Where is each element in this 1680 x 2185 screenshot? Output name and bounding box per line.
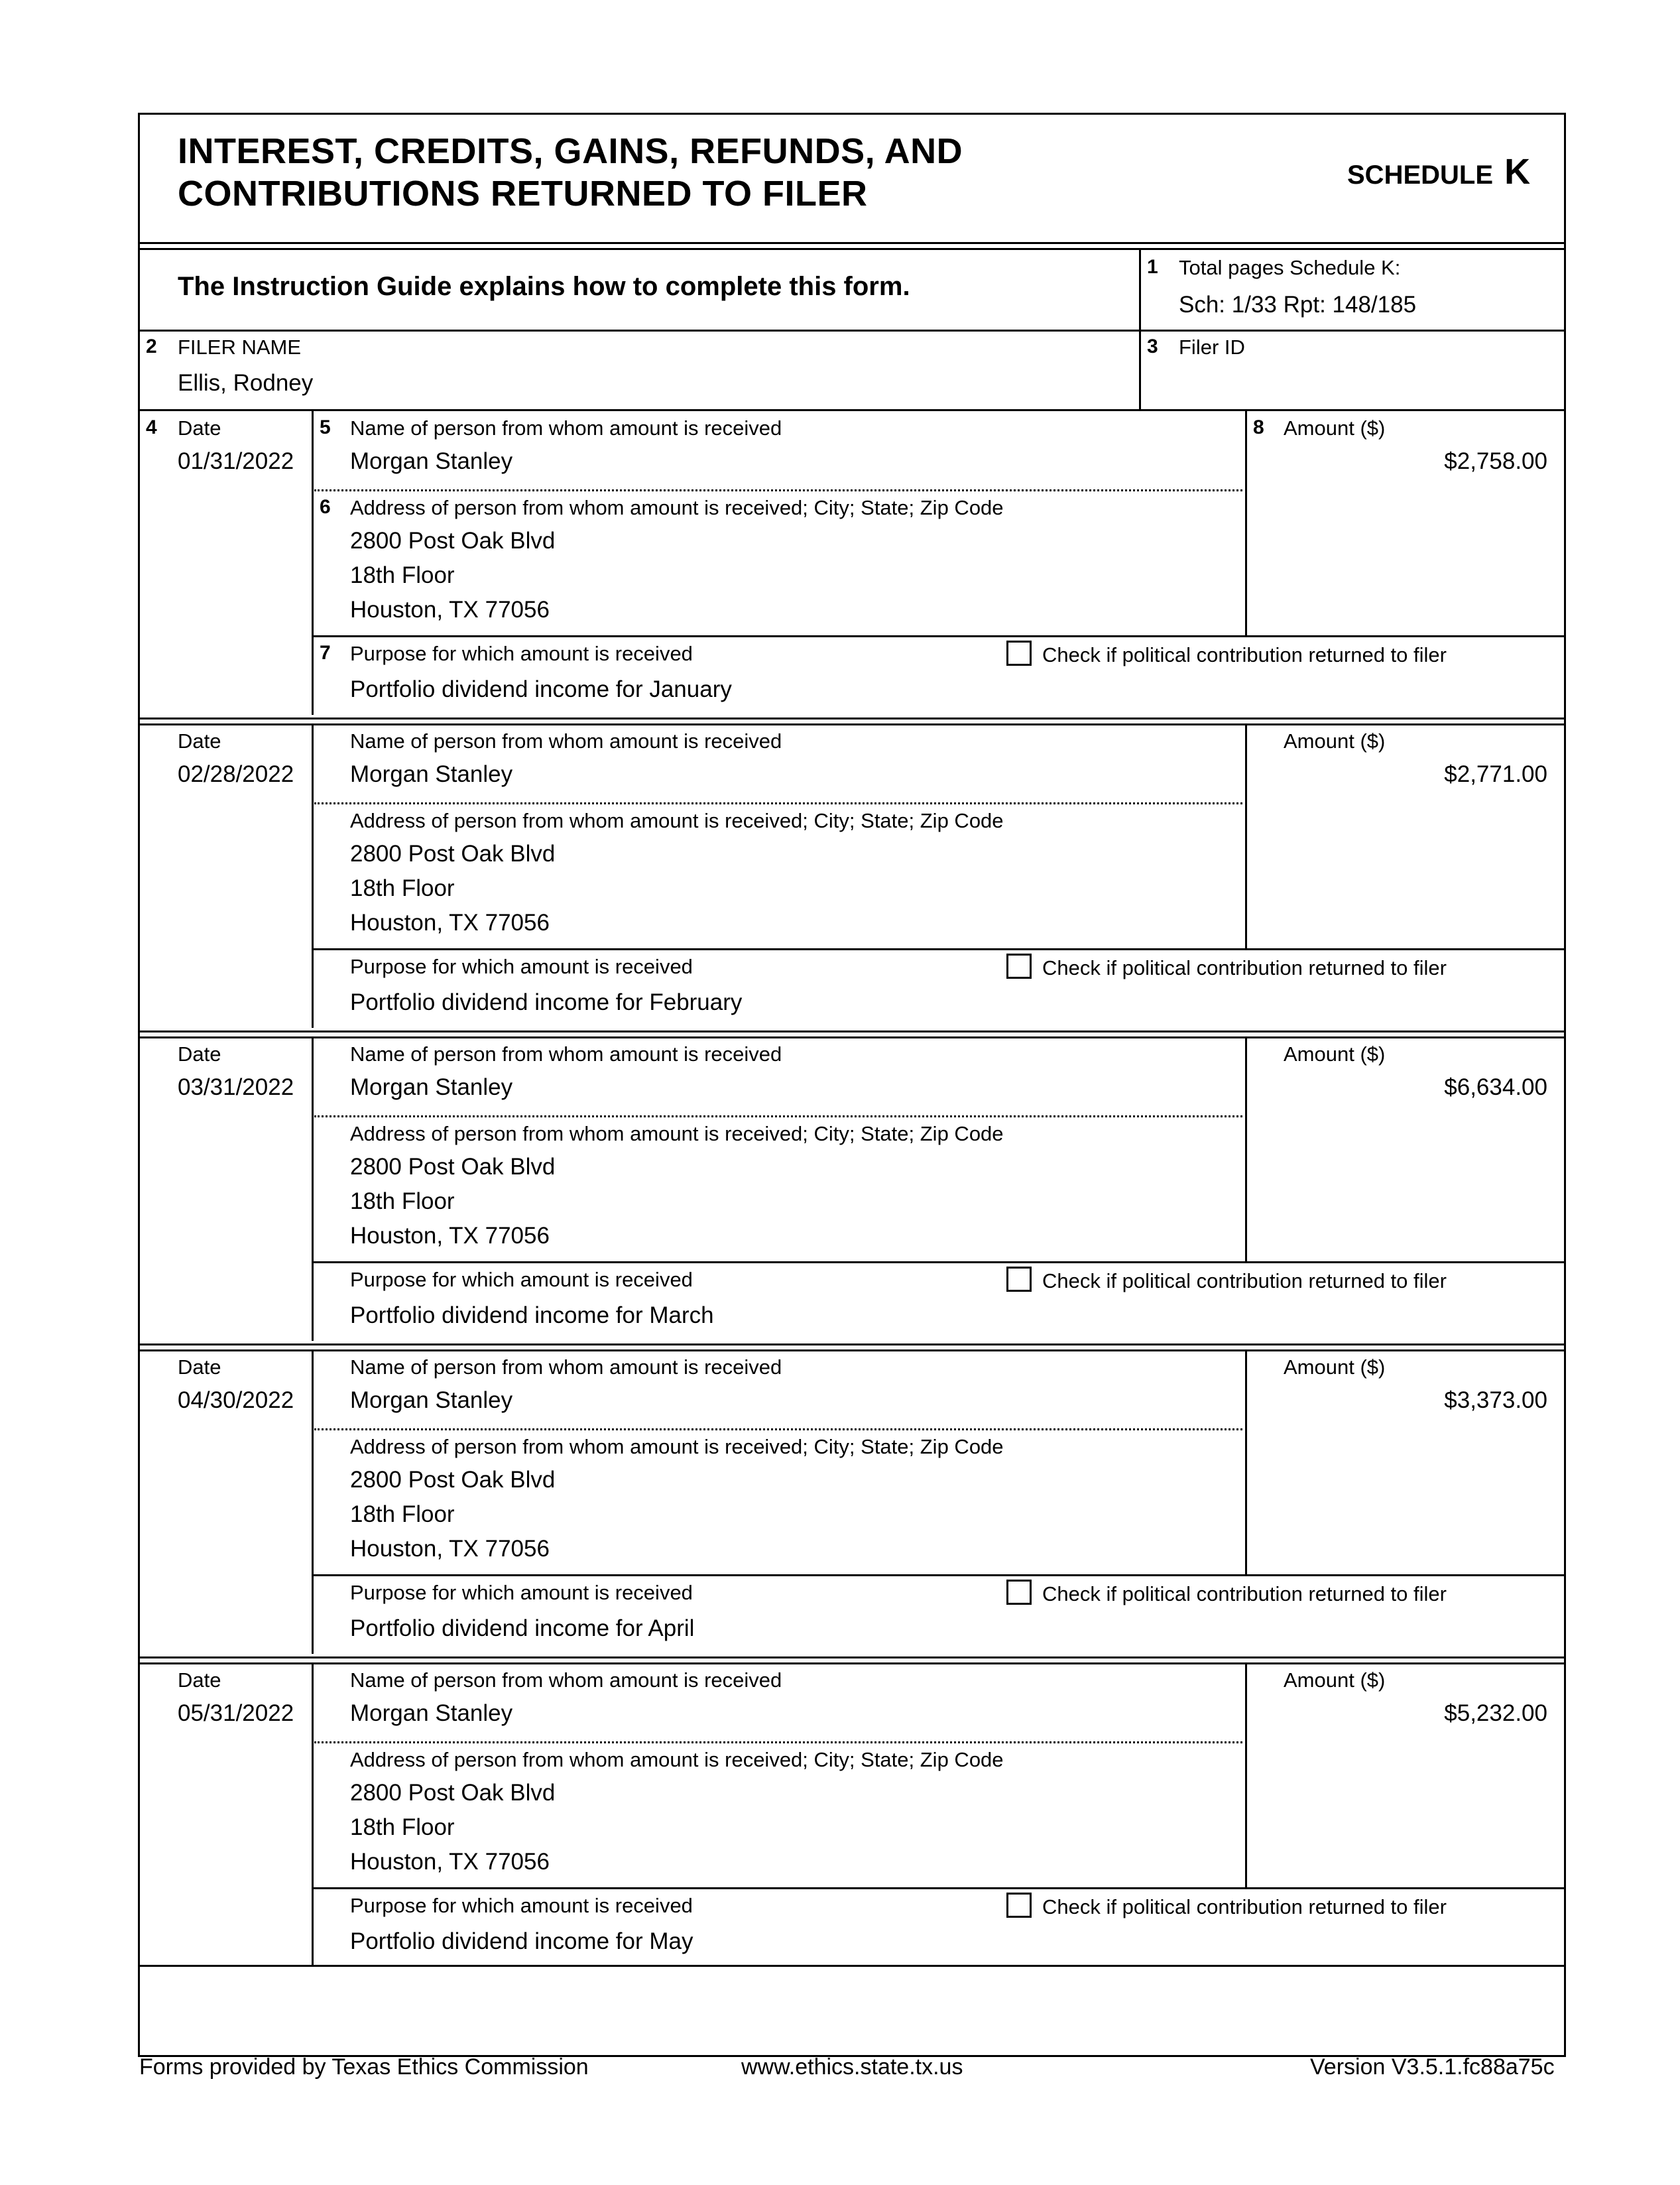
address-label: Address of person from whom amount is received; City; State; Zip Code: [350, 809, 1004, 832]
date-label: Date: [178, 729, 221, 753]
purpose-label: Purpose for which amount is received: [350, 1581, 693, 1604]
address-line1: 2800 Post Oak Blvd: [350, 1780, 556, 1806]
date-column-divider: [312, 1663, 314, 1967]
address-label: Address of person from whom amount is received; City; State; Zip Code: [350, 496, 1004, 519]
address-line1: 2800 Post Oak Blvd: [350, 1154, 556, 1180]
date-value: 01/31/2022: [178, 448, 294, 474]
date-label: Date: [178, 1355, 221, 1379]
amount-value: $5,232.00: [1444, 1700, 1547, 1726]
name-dotted-rule: [314, 1741, 1242, 1743]
name-value: Morgan Stanley: [350, 1074, 513, 1100]
date-label: Date: [178, 416, 221, 440]
amount-label: Amount ($): [1284, 729, 1386, 753]
address-line2: 18th Floor: [350, 875, 455, 901]
date-value: 03/31/2022: [178, 1074, 294, 1100]
name-label: Name of person from whom amount is received: [350, 1355, 782, 1379]
footer-url[interactable]: www.ethics.state.tx.us: [741, 2054, 963, 2080]
field-num-8: 8: [1253, 416, 1264, 438]
address-line1: 2800 Post Oak Blvd: [350, 841, 556, 867]
entries-top: [138, 409, 1566, 411]
amount-label: Amount ($): [1284, 1668, 1386, 1692]
purpose-row-top: [312, 1261, 1566, 1263]
purpose-value: Portfolio dividend income for January: [350, 676, 732, 702]
name-dotted-rule: [314, 1115, 1242, 1117]
field-num-4: 4: [146, 416, 157, 438]
date-value: 02/28/2022: [178, 761, 294, 787]
amount-label: Amount ($): [1284, 416, 1386, 440]
entry-separator-2: [138, 1662, 1566, 1664]
footer-version: Version V3.5.1.fc88a75c: [1310, 2054, 1555, 2080]
entry-separator-2: [138, 1036, 1566, 1038]
name-dotted-rule: [314, 802, 1242, 804]
address-label: Address of person from whom amount is received; City; State; Zip Code: [350, 1122, 1004, 1145]
purpose-value: Portfolio dividend income for February: [350, 989, 743, 1015]
amount-column-divider: [1245, 1663, 1247, 1887]
amount-value: $6,634.00: [1444, 1074, 1547, 1100]
political-contribution-checkbox[interactable]: [1006, 1580, 1032, 1605]
instruction-text: The Instruction Guide explains how to complete this form.: [178, 272, 910, 301]
form-title-line2: CONTRIBUTIONS RETURNED TO FILER: [178, 174, 868, 214]
name-label: Name of person from whom amount is received: [350, 1668, 782, 1692]
amount-column-divider: [1245, 1350, 1247, 1574]
form-title-line1: INTEREST, CREDITS, GAINS, REFUNDS, AND: [178, 131, 963, 171]
address-line3: Houston, TX 77056: [350, 597, 550, 623]
political-contribution-label: Check if political contribution returned to filer: [1042, 956, 1447, 979]
address-label: Address of person from whom amount is received; City; State; Zip Code: [350, 1748, 1004, 1771]
name-value: Morgan Stanley: [350, 448, 513, 474]
date-label: Date: [178, 1042, 221, 1066]
date-value: 04/30/2022: [178, 1387, 294, 1413]
address-line3: Houston, TX 77056: [350, 910, 550, 936]
political-contribution-label: Check if political contribution returned to filer: [1042, 1582, 1447, 1605]
amount-value: $2,771.00: [1444, 761, 1547, 787]
amount-value: $3,373.00: [1444, 1387, 1547, 1413]
name-label: Name of person from whom amount is received: [350, 1042, 782, 1066]
amount-column-divider: [1245, 724, 1247, 948]
purpose-value: Portfolio dividend income for March: [350, 1302, 714, 1328]
purpose-row-top: [312, 1574, 1566, 1576]
entry-separator: [138, 718, 1566, 719]
political-contribution-checkbox[interactable]: [1006, 1267, 1032, 1292]
purpose-label: Purpose for which amount is received: [350, 955, 693, 978]
total-pages-label: Total pages Schedule K:: [1179, 256, 1401, 279]
title-divider-2: [138, 248, 1566, 250]
amount-label: Amount ($): [1284, 1355, 1386, 1379]
field-num-5: 5: [320, 416, 331, 438]
political-contribution-label: Check if political contribution returned to filer: [1042, 1895, 1447, 1918]
address-line3: Houston, TX 77056: [350, 1849, 550, 1875]
schedule-letter: K: [1504, 152, 1531, 192]
purpose-row-top: [312, 635, 1566, 637]
amount-column-divider: [1245, 411, 1247, 635]
footer-provider: Forms provided by Texas Ethics Commission: [139, 2054, 589, 2080]
filer-row-top: [138, 330, 1566, 332]
date-value: 05/31/2022: [178, 1700, 294, 1726]
filer-id-label: Filer ID: [1179, 336, 1245, 359]
entry-separator-2: [138, 723, 1566, 725]
name-label: Name of person from whom amount is received: [350, 416, 782, 440]
purpose-label: Purpose for which amount is received: [350, 1894, 693, 1917]
date-column-divider: [312, 1350, 314, 1654]
address-label: Address of person from whom amount is received; City; State; Zip Code: [350, 1435, 1004, 1458]
filer-name-value: Ellis, Rodney: [178, 370, 314, 396]
total-pages-value: Sch: 1/33 Rpt: 148/185: [1179, 292, 1417, 318]
address-line3: Houston, TX 77056: [350, 1223, 550, 1249]
field-num-3: 3: [1147, 336, 1158, 357]
entry-separator: [138, 1656, 1566, 1658]
name-value: Morgan Stanley: [350, 1387, 513, 1413]
address-line3: Houston, TX 77056: [350, 1536, 550, 1562]
address-line2: 18th Floor: [350, 1501, 455, 1527]
field-num-1: 1: [1147, 256, 1158, 278]
political-contribution-checkbox[interactable]: [1006, 641, 1032, 666]
amount-label: Amount ($): [1284, 1042, 1386, 1066]
political-contribution-checkbox[interactable]: [1006, 1893, 1032, 1918]
name-value: Morgan Stanley: [350, 1700, 513, 1726]
political-contribution-label: Check if political contribution returned to filer: [1042, 643, 1447, 666]
address-line2: 18th Floor: [350, 1814, 455, 1840]
entry-separator: [138, 1343, 1566, 1345]
filer-name-label: FILER NAME: [178, 336, 302, 359]
address-line1: 2800 Post Oak Blvd: [350, 528, 556, 554]
date-column-divider: [312, 411, 314, 715]
purpose-row-top: [312, 948, 1566, 950]
entries-bottom: [138, 1965, 1566, 1967]
entry-separator: [138, 1030, 1566, 1032]
amount-column-divider: [1245, 1037, 1247, 1261]
political-contribution-label: Check if political contribution returned to filer: [1042, 1269, 1447, 1292]
field-num-7: 7: [320, 642, 331, 664]
purpose-label: Purpose for which amount is received: [350, 1268, 693, 1291]
amount-value: $2,758.00: [1444, 448, 1547, 474]
address-line1: 2800 Post Oak Blvd: [350, 1467, 556, 1493]
field-num-6: 6: [320, 496, 331, 518]
date-column-divider: [312, 1037, 314, 1341]
purpose-value: Portfolio dividend income for May: [350, 1928, 693, 1954]
date-column-divider: [312, 724, 314, 1028]
political-contribution-checkbox[interactable]: [1006, 954, 1032, 979]
address-line2: 18th Floor: [350, 562, 455, 588]
name-dotted-rule: [314, 1428, 1242, 1430]
field-num-2: 2: [146, 336, 157, 357]
purpose-value: Portfolio dividend income for April: [350, 1615, 695, 1641]
date-label: Date: [178, 1668, 221, 1692]
name-dotted-rule: [314, 489, 1242, 491]
title-divider: [138, 242, 1566, 244]
name-label: Name of person from whom amount is received: [350, 729, 782, 753]
purpose-row-top: [312, 1887, 1566, 1889]
entry-separator-2: [138, 1349, 1566, 1351]
schedule-word: SCHEDULE: [1347, 160, 1494, 190]
schedule-label: [1347, 151, 1530, 192]
address-line2: 18th Floor: [350, 1188, 455, 1214]
purpose-label: Purpose for which amount is received: [350, 642, 693, 665]
name-value: Morgan Stanley: [350, 761, 513, 787]
